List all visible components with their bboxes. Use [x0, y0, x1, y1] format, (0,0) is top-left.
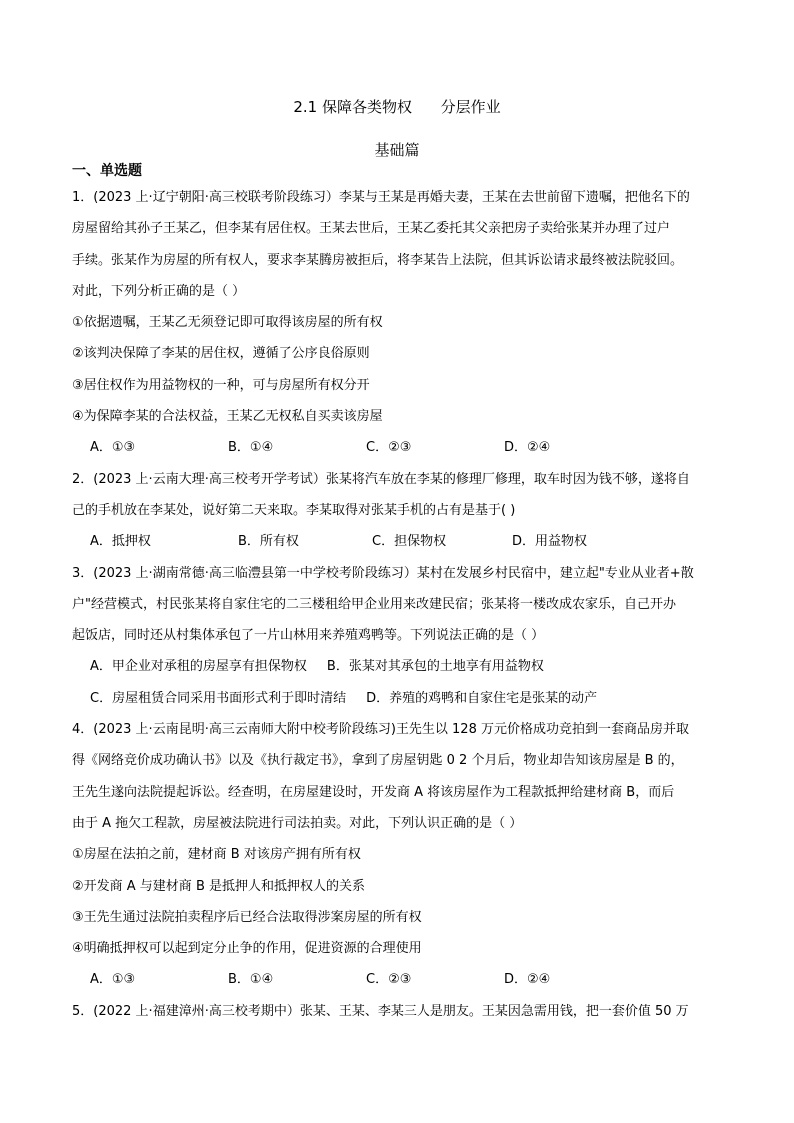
- q1-statement: ④为保障李某的合法权益，王某乙无权私自买卖该房屋: [72, 409, 383, 425]
- q2-option-b: B．所有权: [238, 534, 299, 550]
- q1-options: [72, 432, 724, 463]
- q2-option-a: A．抵押权: [90, 534, 151, 550]
- q4-statement: ④明确抵押权可以起到定分止争的作用，促进资源的合理使用: [72, 941, 422, 957]
- q4-option-a: A．①③: [90, 972, 136, 988]
- q3-option-a: A．甲企业对承租的房屋享有担保物权: [90, 659, 307, 675]
- q4-option-d: D．②④: [504, 972, 551, 988]
- q4-option-b: B．①④: [228, 972, 274, 988]
- q2-stem-line: 己的手机放在李某处，说好第二天来取。李某取得对张某手机的占有是基于( ): [72, 502, 516, 518]
- page-subtitle: 基础篇: [374, 141, 420, 159]
- q2-option-c: C．担保物权: [372, 534, 447, 550]
- q1-statement: ③居住权作为用益物权的一种，可与房屋所有权分开: [72, 377, 370, 393]
- q2-stem-line: 2．(2023 上·云南大理·高三校考开学考试）张某将汽车放在李某的修理厂修理，取车时因为钱不够，遂将自: [72, 471, 690, 487]
- q1-statement: ②该判决保障了李某的居住权，遵循了公序良俗原则: [72, 346, 370, 362]
- q1-option-b: B．①④: [228, 440, 274, 456]
- q4-stem-line: 4．(2023 上·云南昆明·高三云南师大附中校考阶段练习)王先生以 128 万元价格成功竞拍到一套商品房并取: [72, 722, 689, 738]
- q1-stem-line: 手续。张某作为房屋的所有权人，要求李某腾房被拒后，将李某告上法院，但其诉讼请求最终被法院驳回。: [72, 252, 684, 268]
- q1-stem-line: 房屋留给其孙子王某乙，但李某有居住权。王某去世后，王某乙委托其父亲把房子卖给张某并办理了过户: [72, 221, 671, 237]
- q3-option-c: C．房屋租赁合同采用书面形式利于即时清结: [90, 690, 347, 706]
- q4-statement: ②开发商 A 与建材商 B 是抵押人和抵押权人的关系: [72, 878, 365, 894]
- q4-stem-line: 由于 A 拖欠工程款，房屋被法院进行司法拍卖。对此，下列认识正确的是（ ）: [72, 815, 523, 831]
- q2-option-d: D．用益物权: [512, 534, 588, 550]
- q4-options: [72, 964, 724, 995]
- q1-stem-line: 对此，下列分析正确的是（ ）: [72, 283, 246, 299]
- q1-option-d: D．②④: [504, 440, 551, 456]
- q3-stem-line: 户"经营模式，村民张某将自家住宅的二三楼租给甲企业用来改建民宿；张某将一楼改成农家乐，自己开办: [72, 596, 676, 612]
- q1-option-c: C．②③: [366, 440, 412, 456]
- section-heading: 一、单选题: [72, 163, 142, 179]
- page-title: 2.1 保障各类物权 分层作业: [293, 98, 501, 116]
- q5-stem-line: 5．(2022 上·福建漳州·高三校考期中）张某、王某、李某三人是朋友。王某因急需用钱，把一套价值 50 万: [72, 1003, 689, 1019]
- q4-stem-line: 王先生遂向法院提起诉讼。经查明，在房屋建设时，开发商 A 将该房屋作为工程款抵押给建材商 B，而后: [72, 784, 675, 800]
- q1-statement: ①依据遗嘱，王某乙无须登记即可取得该房屋的所有权: [72, 315, 383, 331]
- q4-stem-line: 得《网络竞价成功确认书》以及《执行裁定书》，拿到了房屋钥匙 0 2 个月后，物业却告知该房屋是 B 的，: [72, 753, 684, 769]
- q3-options-row-1: [72, 651, 724, 682]
- question-list: [72, 182, 724, 1027]
- q2-options: [72, 526, 724, 557]
- q3-option-b: B．张某对其承包的土地享有用益物权: [326, 659, 544, 675]
- q4-statement: ①房屋在法拍之前，建材商 B 对该房产拥有所有权: [72, 847, 361, 863]
- q3-options-row-2: [72, 683, 724, 714]
- q1-stem-line: 1．(2023 上·辽宁朝阳·高三校联考阶段练习）李某与王某是再婚夫妻，王某在去世前留下遗嘱，把他名下的: [72, 190, 690, 205]
- q4-option-c: C．②③: [366, 972, 412, 988]
- q3-stem-line: 起饭店，同时还从村集体承包了一片山林用来养殖鸡鸭等。下列说法正确的是（ ）: [72, 628, 545, 644]
- q4-statement: ③王先生通过法院拍卖程序后已经合法取得涉案房屋的所有权: [72, 909, 422, 925]
- q3-option-d: D．养殖的鸡鸭和自家住宅是张某的动产: [366, 690, 598, 706]
- q3-stem-line: 3．(2023 上·湖南常德·高三临澧县第一中学校考阶段练习）某村在发展乡村民宿中，建立起"专业从业者+散: [72, 565, 694, 581]
- q1-option-a: A．①③: [90, 440, 136, 456]
